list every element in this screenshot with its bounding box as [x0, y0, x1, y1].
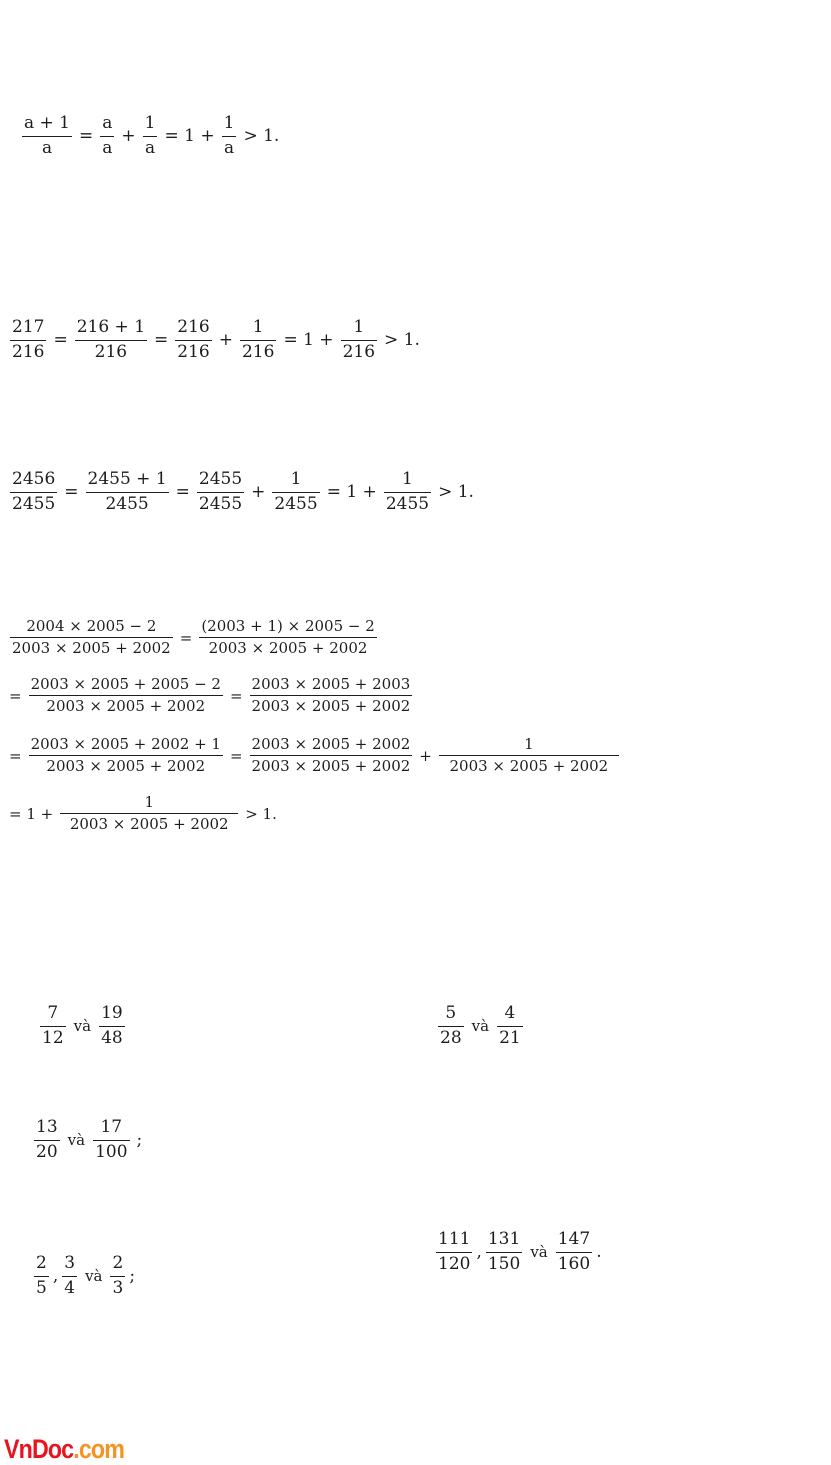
equation-a-plus-1-over-a: $\frac{a + 1}{a}$ = $\frac{a}{a}$ + $\frac{1}{a}$ = 1 + $\frac{1}{a}$ > 1. — [24, 113, 280, 158]
pair-7-12-19-48: $\frac{7}{12}$ và $\frac{19}{48}$ — [42, 1003, 123, 1048]
fraction: $\frac{147}{160}$ — [557, 1229, 591, 1274]
fraction: $\frac{13}{20}$ — [36, 1117, 58, 1162]
fraction: $\frac{2003 \times 2005 + 2002 + 1}{2003 \times 2005 + 2002}$ — [30, 735, 221, 776]
fraction: $\frac{5}{28}$ — [440, 1003, 462, 1048]
fraction: $\frac{3}{4}$ — [64, 1253, 76, 1298]
fraction: $\frac{2003 \times 2005 + 2003}{2003 \times 2005 + 2002}$ — [251, 675, 411, 716]
logo-text: VnDoc — [4, 1434, 74, 1464]
fraction: $\frac{19}{48}$ — [101, 1003, 123, 1048]
fraction: $\frac{(2003 + 1) \times 2005 - 2}{2003 \times 2005 + 2002}$ — [201, 617, 375, 658]
fraction: $\frac{2455 + 1}{2455}$ — [87, 469, 167, 514]
pair-13-20-17-100: $\frac{13}{20}$ và $\frac{17}{100}$ ; — [36, 1117, 143, 1162]
triple-2-5-3-4-2-3: $\frac{2}{5}$ , $\frac{3}{4}$ và $\frac{2}{3}$ ; — [36, 1253, 136, 1298]
fraction: $\frac{a + 1}{a}$ — [24, 113, 71, 158]
fraction: $\frac{7}{12}$ — [42, 1003, 64, 1048]
fraction: $\frac{216}{216}$ — [177, 317, 210, 362]
fraction: $\frac{a}{a}$ — [102, 113, 113, 158]
fraction: $\frac{111}{120}$ — [438, 1229, 471, 1274]
fraction: $\frac{1}{2003 \times 2005 + 2002}$ — [439, 736, 619, 776]
equation-line-2: = $\frac{2003 \times 2005 + 2005 - 2}{2003 \times 2005 + 2002}$ = $\frac{2003 \times 2005 + 2003}{2003 \times 2005 + 2002}$ — [9, 675, 411, 716]
fraction: $\frac{1}{2003 \times 2005 + 2002}$ — [60, 794, 238, 834]
fraction: $\frac{1}{a}$ — [144, 113, 156, 158]
equation-217-over-216: $\frac{217}{216}$ = $\frac{216 + 1}{216}$ = $\frac{216}{216}$ + $\frac{1}{216}$ = 1 + $\frac{1}{216}$ > 1. — [12, 317, 420, 362]
fraction: $\frac{1}{2455}$ — [385, 469, 430, 514]
fraction: $\frac{2004 \times 2005 - 2}{2003 \times 2005 + 2002}$ — [12, 617, 171, 658]
fraction: $\frac{2455}{2455}$ — [198, 469, 243, 514]
equation-2456-over-2455: $\frac{2456}{2455}$ = $\frac{2455 + 1}{2455}$ = $\frac{2455}{2455}$ + $\frac{1}{2455}$ = 1 + $\frac{1}{2455}$ > 1. — [12, 469, 474, 514]
equation-line-4: = 1 + $\frac{1}{2003 \times 2005 + 2002}$ > 1. — [9, 793, 277, 834]
fraction: $\frac{1}{216}$ — [241, 317, 275, 362]
fraction: $\frac{2003 \times 2005 + 2002}{2003 \times 2005 + 2002}$ — [251, 735, 411, 776]
pair-5-28-4-21: $\frac{5}{28}$ và $\frac{4}{21}$ — [440, 1003, 521, 1048]
fraction: $\frac{217}{216}$ — [12, 317, 45, 362]
fraction: $\frac{1}{a}$ — [223, 113, 235, 158]
fraction: $\frac{4}{21}$ — [499, 1003, 521, 1048]
fraction: $\frac{2}{5}$ — [36, 1253, 47, 1298]
fraction: $\frac{1}{216}$ — [342, 317, 376, 362]
fraction: $\frac{2456}{2455}$ — [12, 469, 56, 514]
vndoc-logo[interactable] — [4, 1434, 124, 1465]
fraction: $\frac{2003 \times 2005 + 2005 - 2}{2003 \times 2005 + 2002}$ — [30, 675, 221, 716]
fraction: $\frac{17}{100}$ — [95, 1117, 128, 1162]
triple-111-120-131-150-147-160: $\frac{111}{120}$ , $\frac{131}{150}$ và $\frac{147}{160}$ . — [438, 1229, 602, 1274]
logo-domain: .com — [73, 1434, 125, 1464]
fraction: $\frac{131}{150}$ — [487, 1229, 521, 1274]
equation-line-1: $\frac{2004 \times 2005 - 2}{2003 \times 2005 + 2002}$ = $\frac{(2003 + 1) \times 2005 - 2}{2003 \times 2005 + 2002}$ — [12, 617, 375, 658]
fraction: $\frac{2}{3}$ — [112, 1253, 124, 1298]
fraction: $\frac{1}{2455}$ — [274, 469, 318, 514]
equation-line-3: = $\frac{2003 \times 2005 + 2002 + 1}{2003 \times 2005 + 2002}$ = $\frac{2003 \times 2005 + 2002}{2003 \times 2005 + 2002}$ + $\frac{1}{2003 \times 2005 + 2002}$ — [6, 736, 623, 776]
fraction: $\frac{216 + 1}{216}$ — [76, 317, 146, 362]
